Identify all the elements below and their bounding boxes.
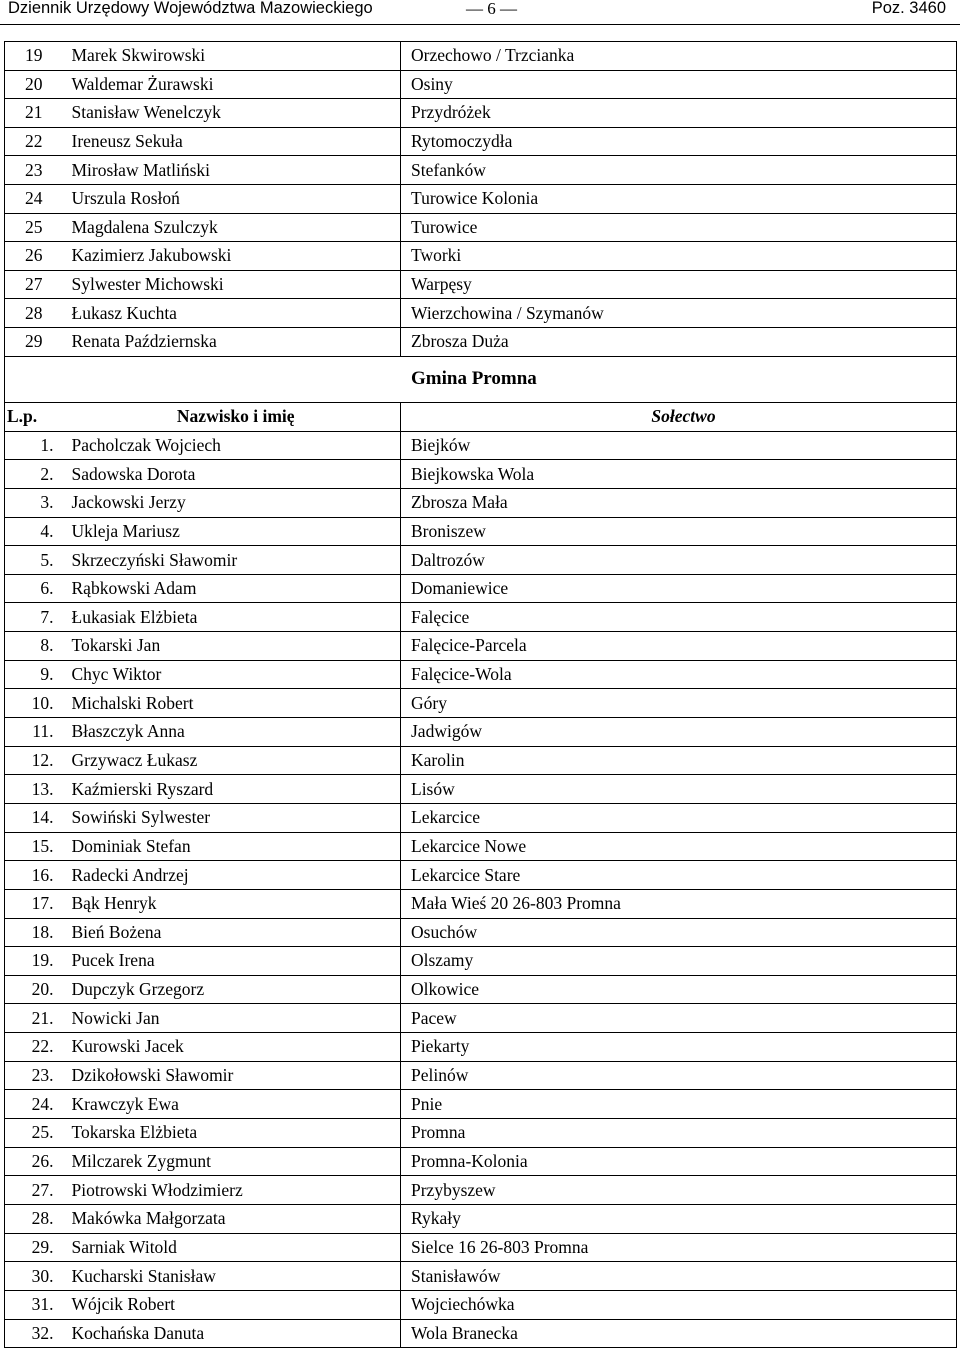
village-name: Promna [401, 1119, 957, 1148]
row-number: 26. [5, 1147, 63, 1176]
row-number: 2. [5, 460, 63, 489]
row-number: 25 [5, 213, 63, 242]
person-name: Tokarski Jan [63, 632, 401, 661]
column-header-name: Nazwisko i imię [63, 403, 401, 432]
person-name: Urszula Rosłoń [63, 184, 401, 213]
page-header [8, 0, 952, 24]
village-name: Lisów [401, 775, 957, 804]
table-row [5, 574, 957, 603]
person-name: Dupczyk Grzegorz [63, 975, 401, 1004]
row-number: 7. [5, 603, 63, 632]
person-name: Milczarek Zygmunt [63, 1147, 401, 1176]
village-name: Promna-Kolonia [401, 1147, 957, 1176]
gmina-title: Gmina Promna [411, 368, 537, 389]
village-name: Stanisławów [401, 1262, 957, 1291]
table-row [5, 1061, 957, 1090]
table-header-row [5, 403, 957, 432]
table-row [5, 517, 957, 546]
row-number: 27 [5, 270, 63, 299]
table-row [5, 1119, 957, 1148]
table-row [5, 1176, 957, 1205]
table-row [5, 1033, 957, 1062]
journal-title: Dziennik Urzędowy Województwa Mazowieckiego [8, 0, 373, 17]
village-name: Wojciechówka [401, 1290, 957, 1319]
person-name: Dzikołowski Sławomir [63, 1061, 401, 1090]
person-name: Michalski Robert [63, 689, 401, 718]
village-name: Rytomoczydła [401, 127, 957, 156]
row-number: 22. [5, 1033, 63, 1062]
table-row [5, 1090, 957, 1119]
village-name: Pelinów [401, 1061, 957, 1090]
row-number: 19 [5, 42, 63, 71]
table-row [5, 546, 957, 575]
row-number: 23 [5, 156, 63, 185]
person-name: Magdalena Szulczyk [63, 213, 401, 242]
row-number: 26 [5, 242, 63, 271]
row-number: 4. [5, 517, 63, 546]
row-number: 32. [5, 1319, 63, 1348]
village-name: Turowice [401, 213, 957, 242]
person-name: Waldemar Żurawski [63, 70, 401, 99]
row-number: 6. [5, 574, 63, 603]
person-name: Chyc Wiktor [63, 660, 401, 689]
village-name: Daltrozów [401, 546, 957, 575]
table-row [5, 975, 957, 1004]
person-name: Ireneusz Sekuła [63, 127, 401, 156]
village-name: Lekarcice [401, 803, 957, 832]
table-row [5, 156, 957, 185]
village-name: Zbrosza Duża [401, 327, 957, 356]
village-name: Orzechowo / Trzcianka [401, 42, 957, 71]
row-number: 24 [5, 184, 63, 213]
table-row [5, 431, 957, 460]
table-row [5, 889, 957, 918]
village-name: Biejkowska Wola [401, 460, 957, 489]
person-name: Renata Październska [63, 327, 401, 356]
row-number: 24. [5, 1090, 63, 1119]
person-name: Łukasz Kuchta [63, 299, 401, 328]
table-row [5, 660, 957, 689]
person-name: Bień Bożena [63, 918, 401, 947]
person-name: Dominiak Stefan [63, 832, 401, 861]
table-row [5, 1147, 957, 1176]
row-number: 20. [5, 975, 63, 1004]
village-name: Domaniewice [401, 574, 957, 603]
row-number: 14. [5, 803, 63, 832]
row-number: 23. [5, 1061, 63, 1090]
person-name: Radecki Andrzej [63, 861, 401, 890]
row-number: 3. [5, 488, 63, 517]
person-name: Marek Skwirowski [63, 42, 401, 71]
row-number: 22 [5, 127, 63, 156]
village-name: Olkowice [401, 975, 957, 1004]
table-row [5, 1004, 957, 1033]
table-row [5, 184, 957, 213]
table-row [5, 70, 957, 99]
table-row [5, 1290, 957, 1319]
person-name: Kucharski Stanisław [63, 1262, 401, 1291]
table-row [5, 1204, 957, 1233]
row-number: 21. [5, 1004, 63, 1033]
village-name: Przybyszew [401, 1176, 957, 1205]
village-name: Pacew [401, 1004, 957, 1033]
person-name: Kazimierz Jakubowski [63, 242, 401, 271]
person-name: Bąk Henryk [63, 889, 401, 918]
row-number: 16. [5, 861, 63, 890]
village-name: Falęcice [401, 603, 957, 632]
person-name: Grzywacz Łukasz [63, 746, 401, 775]
person-name: Piotrowski Włodzimierz [63, 1176, 401, 1205]
row-number: 15. [5, 832, 63, 861]
person-name: Kochańska Danuta [63, 1319, 401, 1348]
table-row [5, 99, 957, 128]
person-name: Kurowski Jacek [63, 1033, 401, 1062]
table-row [5, 299, 957, 328]
person-name: Błaszczyk Anna [63, 718, 401, 747]
person-name: Stanisław Wenelczyk [63, 99, 401, 128]
gmina-heading-row [4, 357, 957, 402]
village-name: Falęcice-Parcela [401, 632, 957, 661]
row-number: 29. [5, 1233, 63, 1262]
village-name: Osiny [401, 70, 957, 99]
header-rule [0, 24, 960, 25]
person-name: Pacholczak Wojciech [63, 431, 401, 460]
village-name: Wierzchowina / Szymanów [401, 299, 957, 328]
person-name: Mirosław Matliński [63, 156, 401, 185]
row-number: 21 [5, 99, 63, 128]
village-name: Warpęsy [401, 270, 957, 299]
row-number: 8. [5, 632, 63, 661]
row-number: 13. [5, 775, 63, 804]
row-number: 1. [5, 431, 63, 460]
row-number: 19. [5, 947, 63, 976]
table-row [5, 947, 957, 976]
person-name: Tokarska Elżbieta [63, 1119, 401, 1148]
table-row [5, 242, 957, 271]
row-number: 28 [5, 299, 63, 328]
person-name: Skrzeczyński Sławomir [63, 546, 401, 575]
table-row [5, 1233, 957, 1262]
row-number: 12. [5, 746, 63, 775]
table-row [5, 488, 957, 517]
person-name: Jackowski Jerzy [63, 488, 401, 517]
person-name: Sowiński Sylwester [63, 803, 401, 832]
table-row [5, 1262, 957, 1291]
village-name: Mała Wieś 20 26-803 Promna [401, 889, 957, 918]
village-name: Pnie [401, 1090, 957, 1119]
village-name: Biejków [401, 431, 957, 460]
village-name: Rykały [401, 1204, 957, 1233]
row-number: 11. [5, 718, 63, 747]
table-previous-gmina [4, 41, 957, 357]
village-name: Stefanków [401, 156, 957, 185]
village-name: Olszamy [401, 947, 957, 976]
row-number: 18. [5, 918, 63, 947]
table-row [5, 832, 957, 861]
row-number: 9. [5, 660, 63, 689]
table-row [5, 861, 957, 890]
row-number: 31. [5, 1290, 63, 1319]
table-row [5, 213, 957, 242]
village-name: Lekarcice Stare [401, 861, 957, 890]
village-name: Broniszew [401, 517, 957, 546]
row-number: 5. [5, 546, 63, 575]
row-number: 28. [5, 1204, 63, 1233]
person-name: Sylwester Michowski [63, 270, 401, 299]
person-name: Kaźmierski Ryszard [63, 775, 401, 804]
person-name: Łukasiak Elżbieta [63, 603, 401, 632]
table-row [5, 746, 957, 775]
person-name: Pucek Irena [63, 947, 401, 976]
person-name: Makówka Małgorzata [63, 1204, 401, 1233]
table-row [5, 918, 957, 947]
row-number: 20 [5, 70, 63, 99]
person-name: Rąbkowski Adam [63, 574, 401, 603]
person-name: Sadowska Dorota [63, 460, 401, 489]
row-number: 17. [5, 889, 63, 918]
table-row [5, 1319, 957, 1348]
table-row [5, 270, 957, 299]
row-number: 27. [5, 1176, 63, 1205]
table-row [5, 689, 957, 718]
village-name: Przydróżek [401, 99, 957, 128]
village-name: Sielce 16 26-803 Promna [401, 1233, 957, 1262]
village-name: Piekarty [401, 1033, 957, 1062]
village-name: Karolin [401, 746, 957, 775]
person-name: Nowicki Jan [63, 1004, 401, 1033]
table-row [5, 775, 957, 804]
village-name: Góry [401, 689, 957, 718]
person-name: Wójcik Robert [63, 1290, 401, 1319]
village-name: Osuchów [401, 918, 957, 947]
village-name: Wola Branecka [401, 1319, 957, 1348]
position-number: Poz. 3460 [871, 0, 946, 17]
person-name: Ukleja Mariusz [63, 517, 401, 546]
village-name: Zbrosza Mała [401, 488, 957, 517]
table-row [5, 803, 957, 832]
table-row [5, 42, 957, 71]
person-name: Krawczyk Ewa [63, 1090, 401, 1119]
table-row [5, 127, 957, 156]
column-header-lp: L.p. [5, 403, 63, 432]
page-number: — 6 — [466, 0, 517, 18]
village-name: Jadwigów [401, 718, 957, 747]
table-row [5, 460, 957, 489]
table-row [5, 603, 957, 632]
village-name: Tworki [401, 242, 957, 271]
table-row [5, 718, 957, 747]
row-number: 10. [5, 689, 63, 718]
column-header-place: Sołectwo [401, 403, 957, 432]
person-name: Sarniak Witold [63, 1233, 401, 1262]
table-row [5, 632, 957, 661]
table-row [5, 327, 957, 356]
village-name: Turowice Kolonia [401, 184, 957, 213]
row-number: 25. [5, 1119, 63, 1148]
village-name: Falęcice-Wola [401, 660, 957, 689]
row-number: 29 [5, 327, 63, 356]
table-gmina-promna [4, 402, 957, 1348]
row-number: 30. [5, 1262, 63, 1291]
village-name: Lekarcice Nowe [401, 832, 957, 861]
